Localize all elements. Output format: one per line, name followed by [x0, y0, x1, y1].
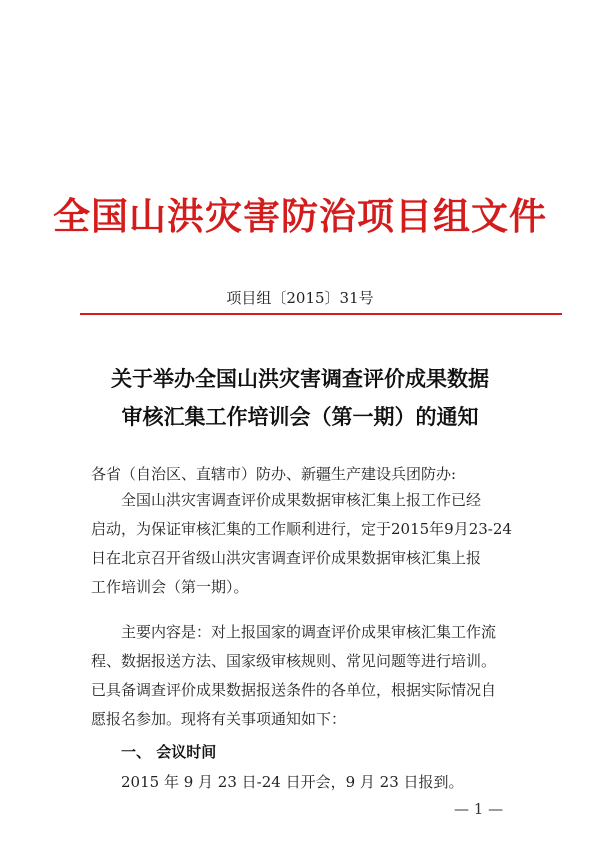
meeting-date-text: 2015 年 9 月 23 日-24 日开会，9 月 23 日报到。	[121, 773, 464, 791]
notice-title-line-1: 关于举办全国山洪灾害调查评价成果数据	[111, 366, 489, 391]
paragraph-1-line: 日在北京召开省级山洪灾害调查评价成果数据审核汇集上报	[91, 549, 482, 567]
notice-title-line-2: 审核汇集工作培训会（第一期）的通知	[121, 404, 479, 429]
paragraph-2-line: 程、数据报送方法、国家级审核规则、常见问题等进行培训。	[91, 652, 497, 670]
paragraph-1-line: 工作培训会（第一期）。	[91, 578, 249, 596]
addressee-line: 各省（自治区、直辖市）防办、新疆生产建设兵团防办:	[91, 465, 457, 483]
org-header-title: 全国山洪灾害防治项目组文件	[53, 194, 547, 238]
paragraph-1	[91, 486, 521, 602]
section-heading-meeting-time: 一、 会议时间	[121, 743, 217, 761]
page-number: — 1 —	[454, 800, 504, 818]
paragraph-2	[91, 618, 521, 734]
red-divider-line	[80, 313, 562, 315]
paragraph-2-line: 愿报名参加。现将有关事项通知如下：	[91, 710, 347, 728]
paragraph-1-line: 全国山洪灾害调查评价成果数据审核汇集上报工作已经	[121, 491, 482, 509]
document-number: 项目组〔2015〕31号	[226, 289, 374, 307]
paragraph-2-line: 主要内容是：对上报国家的调查评价成果审核汇集工作流	[121, 623, 497, 641]
paragraph-1-line: 启动，为保证审核汇集的工作顺利进行，定于2015年9月23-24	[91, 520, 512, 538]
paragraph-2-line: 已具备调查评价成果数据报送条件的各单位，根据实际情况自	[91, 681, 497, 699]
notice-title	[40, 360, 560, 436]
